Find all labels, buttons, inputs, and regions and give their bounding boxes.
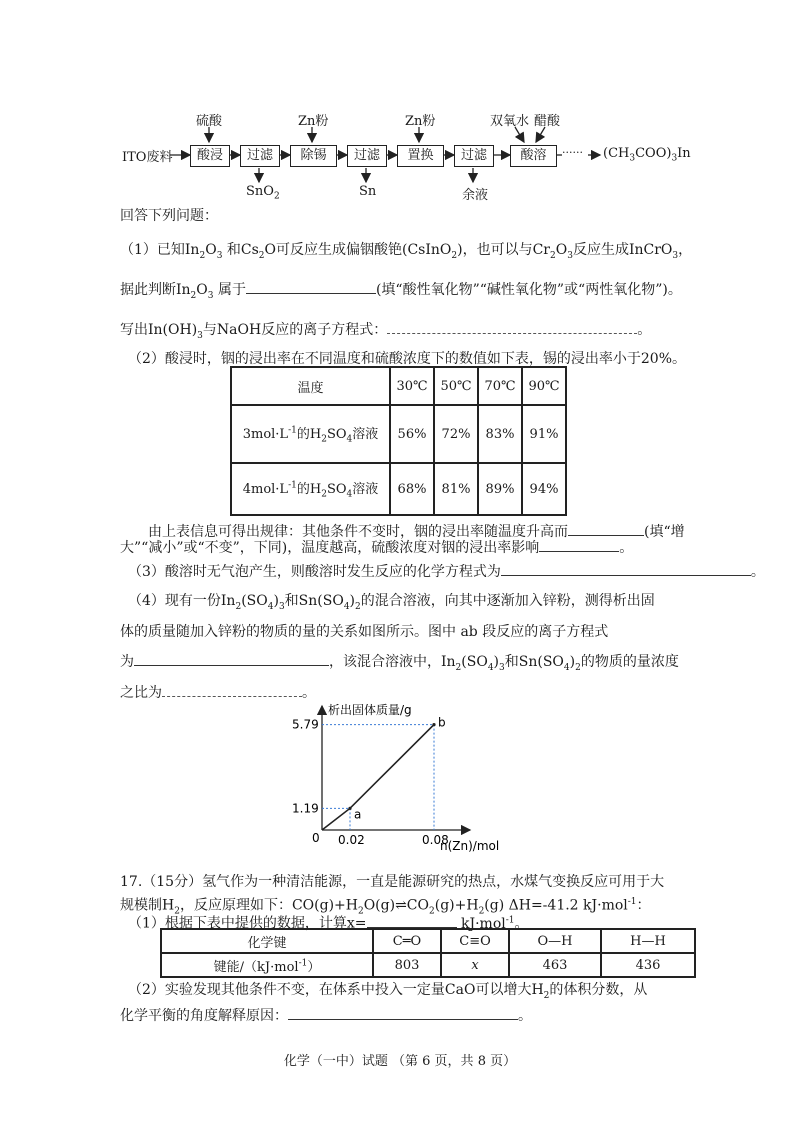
flow-box-acid-leach: 酸浸	[190, 145, 230, 167]
bond-table-header-oh: O—H	[509, 929, 601, 953]
q3-text: （3）酸溶时无气泡产生，则酸溶时发生反应的化学方程式为	[128, 564, 501, 580]
bond-table-cell: 803	[373, 953, 441, 977]
q4-line4	[120, 681, 316, 703]
q17-sub2-line2	[120, 1004, 532, 1026]
q2-line3	[120, 536, 633, 558]
table-cell: 68%	[390, 463, 434, 515]
table-header-90: 90℃	[522, 367, 566, 405]
q1-line3	[120, 318, 651, 346]
q3-answer-blank[interactable]	[501, 560, 751, 576]
flow-input-h2o2: 双氧水	[490, 114, 530, 129]
q1-answer-blank-2[interactable]	[387, 318, 637, 334]
chart-y-tick-label: 5.79	[292, 717, 319, 732]
q2-line2-text: 由上表信息可得出规律：其他条件不变时，铟的浸出率随温度升高而	[148, 524, 568, 540]
q2-answer-blank-2[interactable]	[539, 536, 619, 552]
chart-y-tick-label: 1.19	[292, 801, 319, 816]
flow-output-sn: Sn	[359, 184, 377, 199]
flow-end-product: $(CH_3COO)_3In$	[603, 146, 691, 164]
bond-table-header-hh: H—H	[601, 929, 695, 953]
table-cell: 81%	[434, 463, 478, 515]
table-row-label-4mol: $4mol\cdot L^{-1}$的$H_2SO_4$溶液	[231, 463, 390, 515]
flow-output-sno2: SnO$_2$	[246, 184, 280, 202]
flow-input-zn-1: Zn粉	[298, 114, 329, 129]
q4-line2: 体的质量随加入锌粉的物质的量的关系如图所示。图中 ab 段反应的离子方程式	[120, 624, 609, 640]
q4-line1: （4）现有一份$In_2(SO_4)_3$和$Sn(SO_4)_2$的混合溶液，向其中逐渐加入锌粉，测得析出固	[128, 593, 655, 612]
flow-box-filter-3: 过滤	[454, 145, 494, 167]
table-cell: 89%	[478, 463, 522, 515]
bond-table-row-label: 键能/（kJ·mol$^{-1}$）	[161, 953, 373, 977]
chart-y-label: 析出固体质量/g	[328, 703, 412, 717]
q4-answer-blank-1[interactable]	[134, 650, 329, 666]
chart-point-label: b	[438, 715, 446, 730]
q2-line3-text: 大”“减小”或“不变”，下同)，温度越高，硫酸浓度对铟的浸出率影响	[120, 540, 540, 556]
bond-table-cell: 463	[509, 953, 601, 977]
bond-table-header-bond: 化学键	[161, 929, 373, 953]
table-cell: 94%	[522, 463, 566, 515]
q3-end: 。	[750, 564, 765, 580]
q17-sub1-text: （1）根据下表中提供的数据，计算x=	[128, 915, 367, 932]
table-cell: 56%	[390, 405, 434, 463]
q2-answer-blank-1[interactable]	[568, 520, 644, 536]
q17-sub2-end: 。	[518, 1008, 532, 1024]
q17-sub2-line1: （2）实验发现其他条件不变，在体系中投入一定量CaO可以增大$H_2$的体积分数，从	[128, 982, 648, 1001]
q1-line2	[120, 278, 682, 306]
table-header-70: 70℃	[478, 367, 522, 405]
q1-line1: （1）已知$In_2O_3$ 和$Cs_2O$可反应生成偏铟酸铯(CsInO$_2$)，也可以与$Cr_2O_3$反应生成InCrO$_3$，	[120, 242, 693, 261]
intro-text: 回答下列问题：	[120, 208, 218, 224]
chart-point	[348, 807, 351, 810]
q1-line2-hint: (填“酸性氧化物”“碱性氧化物”或“两性氧化物”)。	[375, 282, 682, 298]
chart-x-tick-label: 0.08	[422, 833, 449, 847]
q4-line4-end: 。	[302, 685, 316, 701]
table-header-50: 50℃	[434, 367, 478, 405]
flow-box-acid-dissolve: 酸溶	[510, 145, 557, 167]
q17-line1: 17.（15分）氢气作为一种清洁能源，一直是能源研究的热点，水煤气变换反应可用于大	[120, 874, 665, 890]
bond-table-header-co-triple: C≡O	[441, 929, 509, 953]
q2-line1: （2）酸浸时，铟的浸出率在不同温度和硫酸浓度下的数值如下表，锡的浸出率小于20%。	[128, 351, 687, 367]
bond-energy-table	[160, 928, 696, 978]
chart-point	[432, 723, 435, 726]
page-footer: 化学（一中）试题 （第 6 页，共 8 页）	[283, 1054, 517, 1069]
flow-output-residual: 余液	[462, 188, 489, 203]
q2-line2-hint: (填“增	[644, 524, 685, 540]
q3-line	[128, 560, 765, 582]
q4-line3-prefix: 为	[120, 654, 134, 670]
table-cell: 91%	[522, 405, 566, 463]
bond-table-header-co-double: C═O	[373, 929, 441, 953]
q1-line3-text: 写出$In(OH)_3$与NaOH反应的离子方程式：	[120, 322, 388, 341]
table-header-temp: 温度	[231, 367, 390, 405]
q17-line2: 规模制$H_2$，反应原理如下：$CO(g)+H_2O(g)\rightleftharpoons CO_2(g)+H_2(g)$ ΔH=-41.2 kJ·mol$^{-1}$：	[120, 897, 651, 917]
flow-input-zn-2: Zn粉	[405, 114, 436, 129]
q1-answer-blank-1[interactable]	[246, 278, 376, 294]
chart-series-line	[322, 725, 434, 830]
q17-answer-blank-1[interactable]	[367, 912, 457, 928]
flow-box-remove-tin: 除锡	[290, 145, 337, 167]
table-cell: 83%	[478, 405, 522, 463]
flow-box-filter-2: 过滤	[347, 145, 387, 167]
flow-ellipsis: ······	[562, 146, 583, 159]
q17-sub2-text: 化学平衡的角度解释原因：	[120, 1008, 288, 1024]
q4-line3-text: ，该混合溶液中，$In_2(SO_4)_3$和$Sn(SO_4)_2$的物质的量浓度	[329, 654, 679, 673]
bond-table-cell: x	[441, 953, 509, 977]
chart-point-label: a	[354, 807, 362, 822]
bond-table-cell: 436	[601, 953, 695, 977]
q17-sub1-unit: kJ·mol$^{-1}$。	[461, 915, 529, 932]
q4-line4-prefix: 之比为	[120, 685, 162, 701]
table-cell: 72%	[434, 405, 478, 463]
flow-box-filter-1: 过滤	[240, 145, 280, 167]
q4-answer-blank-2[interactable]	[162, 681, 302, 697]
table-header-30: 30℃	[390, 367, 434, 405]
q2-line3-end: 。	[619, 540, 634, 556]
q1-line3-end: 。	[637, 322, 652, 338]
leach-rate-table	[230, 366, 567, 516]
chart-x-label: n(Zn)/mol	[440, 839, 500, 853]
zinc-mass-chart	[290, 700, 500, 860]
chart-origin: 0	[312, 831, 320, 845]
flow-box-replace: 置换	[397, 145, 444, 167]
q1-line2-text: 据此判断$In_2O_3$ 属于	[120, 282, 246, 301]
q17-answer-blank-2[interactable]	[288, 1004, 518, 1020]
q4-line3	[120, 650, 679, 678]
flow-input-sulfuric-acid: 硫酸	[196, 114, 223, 129]
flow-input-acetic-acid: 醋酸	[534, 114, 561, 129]
chart-x-tick-label: 0.02	[338, 833, 365, 847]
flow-start: ITO废料	[122, 150, 173, 165]
table-row-label-3mol: $3mol\cdot L^{-1}$的$H_2SO_4$溶液	[231, 405, 390, 463]
